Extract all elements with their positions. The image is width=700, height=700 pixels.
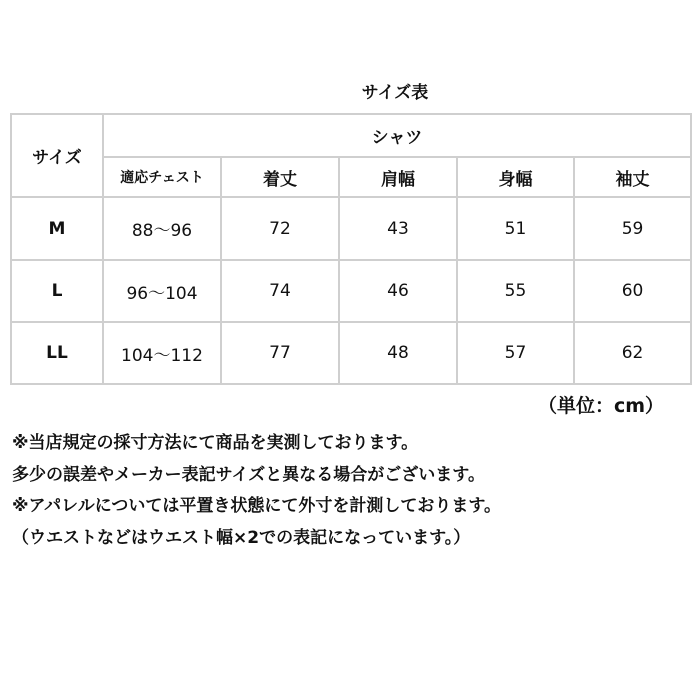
chest-cell: 104〜112 [103, 322, 221, 384]
shoulder-cell: 46 [339, 260, 457, 322]
sleeve-cell: 59 [574, 197, 691, 260]
size-table [10, 113, 692, 385]
note-line: 多少の誤差やメーカー表記サイズと異なる場合がございます。 [12, 464, 485, 485]
size-chart-title: サイズ表 [361, 83, 429, 103]
sleeve-cell: 62 [574, 322, 691, 384]
table-row [11, 260, 691, 322]
width-cell: 51 [457, 197, 574, 260]
shirt-group-header: シャツ [103, 114, 691, 157]
length-cell: 77 [221, 322, 339, 384]
unit-label: （単位：cm） [537, 395, 664, 417]
column-header-width: 身幅 [457, 157, 574, 197]
length-cell: 74 [221, 260, 339, 322]
column-header-length: 着丈 [221, 157, 339, 197]
size-label: L [11, 260, 103, 322]
chest-cell: 88〜96 [103, 197, 221, 260]
note-line: （ウエストなどはウエスト幅×2での表記になっています。） [12, 527, 471, 548]
column-header-chest: 適応チェスト [103, 157, 221, 197]
note-line: ※アパレルについては平置き状態にて外寸を計測しております。 [12, 496, 502, 516]
table-row [11, 322, 691, 384]
chest-cell: 96〜104 [103, 260, 221, 322]
size-label: M [11, 197, 103, 260]
note-line: ※当店規定の採寸方法にて商品を実測しております。 [12, 433, 419, 453]
shoulder-cell: 48 [339, 322, 457, 384]
shoulder-cell: 43 [339, 197, 457, 260]
sleeve-cell: 60 [574, 260, 691, 322]
column-header-shoulder: 肩幅 [339, 157, 457, 197]
size-column-header: サイズ [11, 114, 103, 197]
size-label: LL [11, 322, 103, 384]
notes-block [12, 428, 692, 554]
table-subheader-row [11, 157, 691, 197]
table-row [11, 197, 691, 260]
length-cell: 72 [221, 197, 339, 260]
width-cell: 55 [457, 260, 574, 322]
table-header-row [11, 114, 691, 157]
width-cell: 57 [457, 322, 574, 384]
column-header-sleeve: 袖丈 [574, 157, 691, 197]
